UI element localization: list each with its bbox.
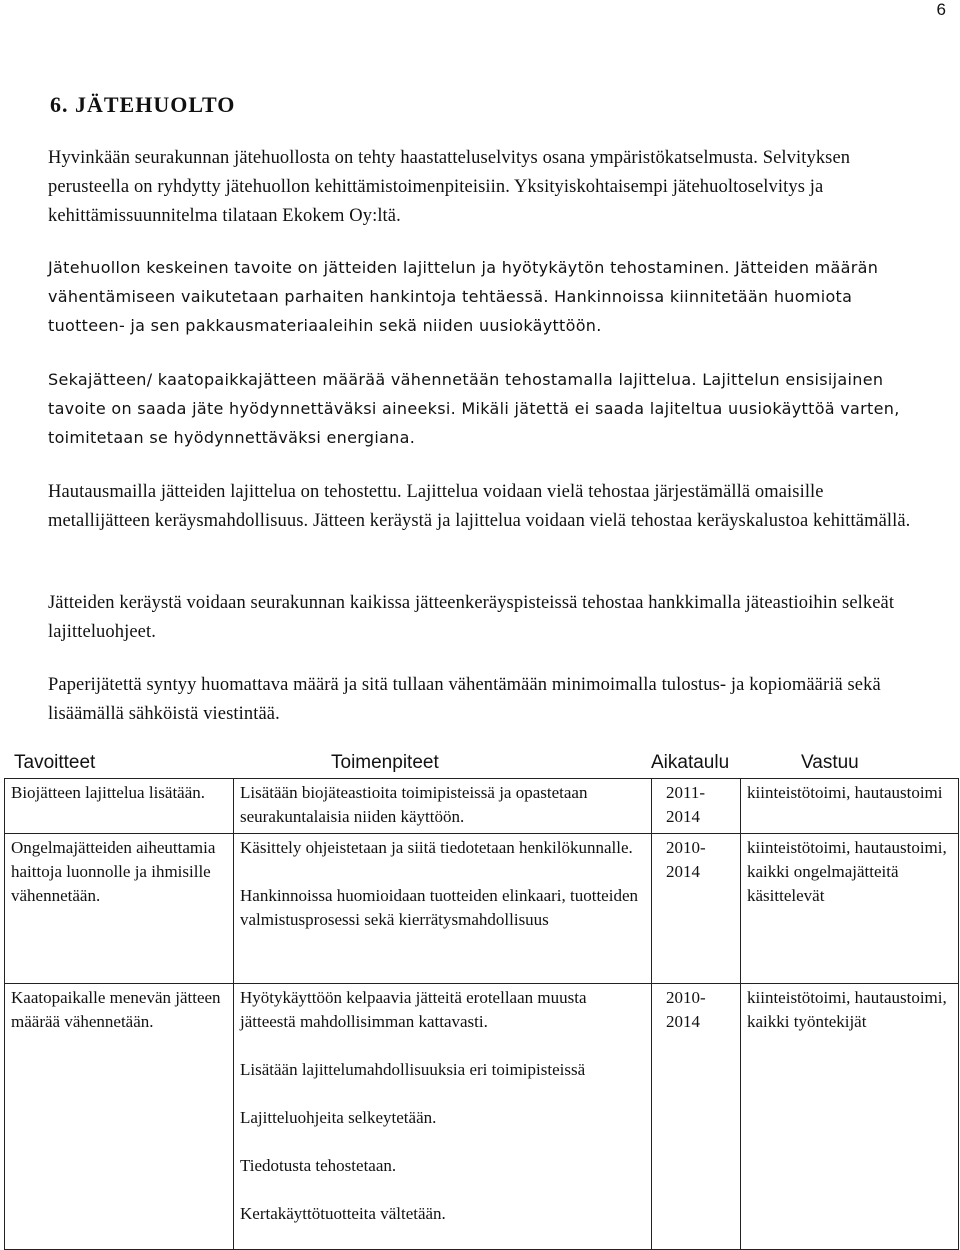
- responsibility-cell: kiinteistötoimi, hautaustoimi: [741, 779, 959, 834]
- table-row: [5, 779, 959, 834]
- action-item: Lisätään biojäteastioita toimipisteissä ja opastetaan seurakuntalaisia niiden käyttöön.: [240, 783, 588, 826]
- paragraph-paper-waste: Paperijätettä syntyy huomattava määrä ja sitä tullaan vähentämään minimoimalla tulostus- ja kopiomääriä sekä lisäämällä sähköistä viestintää.: [48, 675, 881, 724]
- action-item: Kertakäyttötuotteita vältetään.: [240, 1204, 446, 1223]
- goal-cell: Ongelmajätteiden aiheuttamia haittoja luonnolle ja ihmisille vähennetään.: [5, 834, 234, 984]
- actions-cell: [234, 984, 652, 1250]
- responsibility-cell: kiinteistötoimi, hautaustoimi, kaikki ongelmajätteitä käsittelevät: [741, 834, 959, 984]
- paragraph-main-goal: Jätehuollon keskeinen tavoite on jätteiden lajittelun ja hyötykäytön tehostaminen. Jätteiden määrän vähentämiseen vaikutetaan parhaiten hankintoja tehtäessä. Hankinnoissa kiinnitetään huomiota tuotteen- ja sen pakkausmateriaaleihin sekä niiden uusiokäyttöön.: [48, 258, 879, 335]
- action-item: Hankinnoissa huomioidaan tuotteiden elinkaari, tuotteiden valmistusprosessi sekä kierrätysmahdollisuus: [240, 886, 638, 929]
- schedule-cell: 2011-2014: [652, 779, 741, 834]
- action-item: Lajitteluohjeita selkeytetään.: [240, 1108, 437, 1127]
- paragraph-cemeteries: Hautausmailla jätteiden lajittelua on tehostettu. Lajittelua voidaan vielä tehostaa järjestämällä omaisille metallijätteen keräysmahdollisuus. Jätteen keräystä ja lajittelua voidaan vielä tehostaa keräyskalustoa kehittämällä.: [48, 482, 911, 531]
- header-actions: Toimenpiteet: [331, 752, 439, 773]
- header-schedule: Aikataulu: [651, 752, 730, 773]
- section-heading: 6. JÄTEHUOLTO: [50, 92, 236, 117]
- action-item: Lisätään lajittelumahdollisuuksia eri toimipisteissä: [240, 1060, 586, 1079]
- goal-cell: Biojätteen lajittelua lisätään.: [5, 779, 234, 834]
- schedule-cell: 2010-2014: [652, 984, 741, 1250]
- action-item: Tiedotusta tehostetaan.: [240, 1156, 397, 1175]
- actions-cell: [234, 834, 652, 984]
- header-goals: Tavoitteet: [14, 752, 96, 773]
- schedule-cell: 2010-2014: [652, 834, 741, 984]
- paragraph-collection-points: Jätteiden keräystä voidaan seurakunnan kaikissa jätteenkeräyspisteissä tehostaa hankkimalla jäteastioihin selkeät lajitteluohjeet.: [48, 593, 895, 642]
- paragraph-mixed-waste: Sekajätteen/ kaatopaikkajätteen määrää vähennetään tehostamalla lajittelua. Lajittelun ensisijainen tavoite on saada jäte hyödynnettäväksi aineeksi. Mikäli jätettä ei saada lajiteltua uusiokäyttöä varten, toimitetaan se hyödynnettäväksi energiana.: [48, 370, 900, 447]
- page-number: 6: [936, 0, 946, 19]
- waste-plan-table: [4, 778, 959, 1250]
- table-row: [5, 984, 959, 1250]
- goal-cell: Kaatopaikalle menevän jätteen määrää vähennetään.: [5, 984, 234, 1250]
- table-column-headers: [0, 752, 960, 778]
- action-item: Hyötykäyttöön kelpaavia jätteitä erotellaan muusta jätteestä mahdollisimman kattavasti.: [240, 988, 587, 1031]
- paragraph-intro: Hyvinkään seurakunnan jätehuollosta on tehty haastatteluselvitys osana ympäristökatselmusta. Selvityksen perusteella on ryhdytty jätehuollon kehittämistoimenpiteisiin. Yksityiskohtaisempi jätehuoltoselvitys ja kehittämissuunnitelma tilataan Ekokem Oy:ltä.: [48, 148, 851, 226]
- action-item: Käsittely ohjeistetaan ja siitä tiedotetaan henkilökunnalle.: [240, 838, 633, 857]
- actions-cell: [234, 779, 652, 834]
- responsibility-cell: kiinteistötoimi, hautaustoimi, kaikki työntekijät: [741, 984, 959, 1250]
- header-responsibility: Vastuu: [801, 752, 859, 773]
- table-row: [5, 834, 959, 984]
